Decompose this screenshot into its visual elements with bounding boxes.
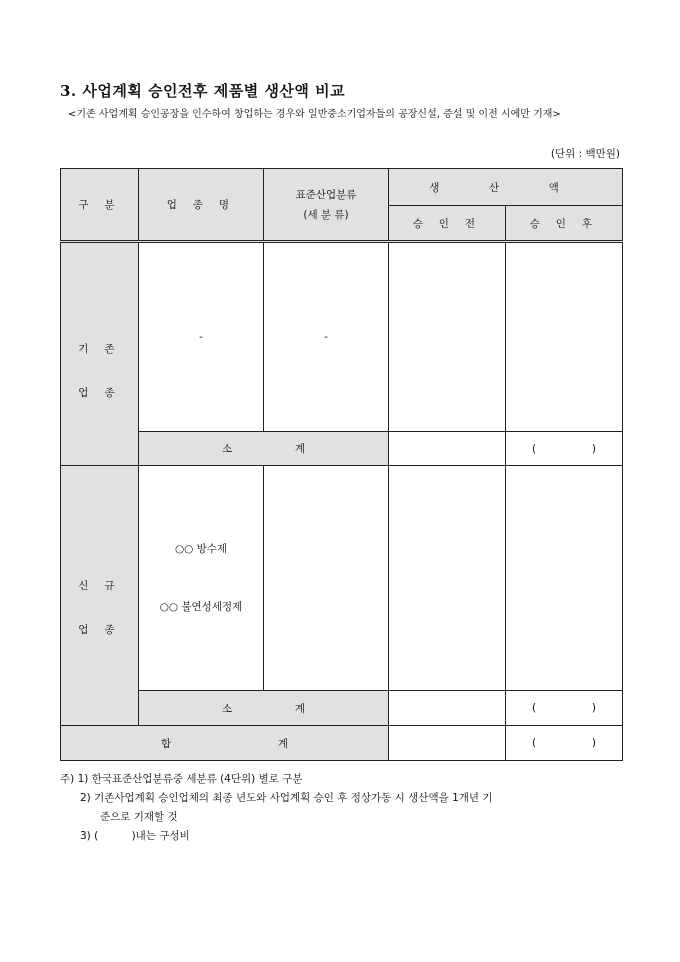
new-class-cell — [264, 466, 389, 691]
paren-close: ) — [591, 702, 596, 714]
existing-label-line1: 기 존 — [78, 343, 121, 355]
total-right: 계 — [277, 737, 288, 750]
existing-industry-label — [61, 242, 139, 466]
header-industry-class — [264, 169, 389, 242]
new-subtotal-after — [506, 691, 623, 726]
paren-close: ) — [591, 737, 596, 749]
paren-open: ( — [532, 737, 537, 749]
new-item-2: ○○ 불연성세정제 — [159, 601, 243, 613]
paren-open: ( — [532, 702, 537, 714]
existing-label-line2: 업 종 — [78, 387, 121, 399]
paren-open: ( — [532, 442, 537, 455]
grand-total-after — [506, 726, 623, 761]
existing-industry-name-cell: - — [139, 242, 264, 432]
note-1: 주) 1) 한국표준산업분류중 세분류 (4단위) 별로 구분 — [60, 773, 303, 785]
new-label-line2: 업 종 — [78, 624, 121, 636]
new-after-cell — [506, 466, 623, 691]
new-subtotal-label — [139, 691, 389, 726]
page-title: 3. 사업계획 승인전후 제품별 생산액 비교 — [60, 82, 346, 100]
new-label-line1: 신 규 — [78, 580, 121, 592]
grand-total-before — [389, 726, 506, 761]
new-industry-name-cell — [139, 466, 264, 691]
header-class-top: 표준산업분류 — [295, 188, 357, 201]
subtotal-left: 소 — [222, 702, 233, 715]
unit-label: (단위 : 백만원) — [550, 148, 620, 160]
production-comparison-table — [60, 168, 623, 761]
footnotes — [60, 770, 630, 846]
grand-total-label — [61, 726, 389, 761]
existing-subtotal-before — [389, 432, 506, 466]
header-industry-name: 업 종 명 — [139, 169, 264, 242]
total-left: 합 — [161, 737, 172, 750]
new-subtotal-before — [389, 691, 506, 726]
note-3: 3) ( )내는 구성비 — [80, 830, 190, 842]
description-note: <기존 사업계획 승인공장을 인수하여 창업하는 경우와 일반중소기업자들의 공장신설, 증설 및 이전 시에만 기재> — [68, 109, 561, 120]
note-2a: 2) 기존사업계획 승인업체의 최종 년도와 사업계획 승인 후 정상가동 시 생산액을 1개년 기 — [80, 792, 493, 804]
note-2b: 준으로 기재할 것 — [100, 811, 178, 823]
header-class-bottom: (세 분 류) — [303, 208, 349, 221]
new-item-1: ○○ 방수제 — [174, 543, 228, 555]
header-before-approval: 승 인 전 — [389, 206, 506, 242]
new-before-cell — [389, 466, 506, 691]
paren-close: ) — [591, 442, 596, 455]
header-production: 생 산 액 — [389, 169, 623, 206]
subtotal-right: 계 — [294, 702, 305, 715]
subtotal-left: 소 — [222, 443, 233, 455]
existing-class-cell: - — [264, 242, 389, 432]
existing-before-cell — [389, 242, 506, 432]
new-industry-label — [61, 466, 139, 726]
existing-subtotal-label — [139, 432, 389, 466]
existing-after-cell — [506, 242, 623, 432]
existing-subtotal-after — [506, 432, 623, 466]
header-gubun: 구 분 — [61, 169, 139, 242]
subtotal-right: 계 — [294, 443, 305, 455]
header-after-approval: 승 인 후 — [506, 206, 623, 242]
